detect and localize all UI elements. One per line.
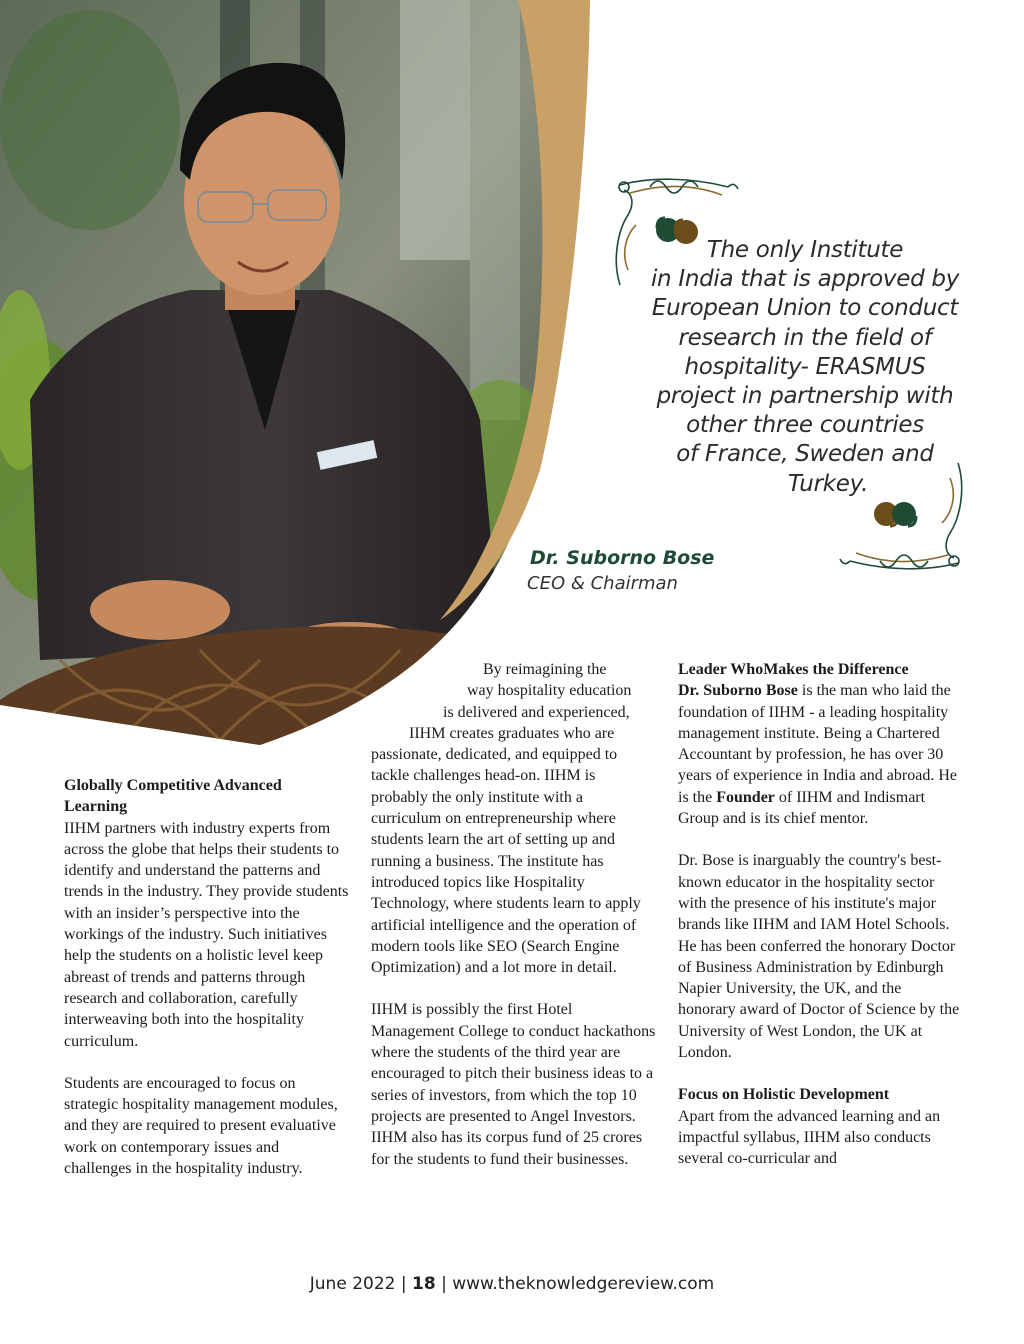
paragraph: IIHM is possibly the first Hotel Management College to conduct hackathons where the students of the third year are encouraged to pitch their business ideas to a series of investors, from which the top 10 projects are presented to Angel Investors. IIHM also has its corpus fund of 25 crores for the students to fund their businesses. bbox=[371, 1001, 656, 1168]
quote-line: project in partnership with bbox=[656, 383, 954, 410]
paragraph: Dr. Bose is inarguably the country's best-known educator in the hospitality sector with the presence of his institute's major brands like IIHM and IAM Hotel Schools. He has been conferred the honorary Doctor of Business Administration by Edinburgh Napier University, the UK, and the honorary award of Doctor of Science by the University of West London, the UK at London. bbox=[678, 852, 960, 1062]
article-column-2 bbox=[371, 659, 656, 1170]
quote-line: European Union to conduct bbox=[651, 295, 959, 322]
quote-line: in India that is approved by bbox=[650, 266, 960, 293]
quote-line: The only Institute bbox=[706, 237, 904, 263]
quote-line: of France, Sweden and bbox=[676, 441, 934, 468]
paragraph: Students are encouraged to focus on strategic hospitality management modules, and they are required to present evaluative work on contemporary issues and challenges in the hospitality industry. bbox=[64, 1074, 338, 1178]
paragraph: By reimagining the way hospitality education is delivered and experienced, IIHM creates graduates who are passionate, dedicated, and equipped to tackle challenges head-on. IIHM is probably the only institute with a curriculum on entrepreneurship where students learn the art of setting up and running a business. The institute has introduced topics like Hospitality Technology, where students learn to apply artificial intelligence and the operation of modern tools like SEO (Search Engine Optimization) and a lot more in detail. bbox=[371, 661, 641, 977]
article-column-1 bbox=[64, 775, 349, 1179]
quote-line: research in the field of bbox=[678, 324, 932, 351]
quote-line: hospitality- ERASMUS bbox=[684, 353, 926, 380]
author-block bbox=[527, 547, 714, 594]
section-heading: Leader WhoMakes the Difference bbox=[678, 661, 909, 678]
paragraph: Dr. Suborno Bose is the man who laid the foundation of IIHM - a leading hospitality management institute. Being a Chartered Accountant by profession, he has over 30 years of experience in India and abroad. He is the Founder of IIHM and Indismart Group and is its chief mentor. bbox=[678, 682, 957, 828]
author-name: Dr. Suborno Bose bbox=[530, 547, 715, 569]
page-footer: June 2022 | 18 | www.theknowledgereview.com bbox=[309, 1274, 715, 1294]
ceo-photo bbox=[0, 0, 590, 750]
paragraph: IIHM partners with industry experts from across the globe that helps their students to identify and understand the patterns and trends in the industry. They provide students with an insider’s perspective into the workings of the industry. Such initiatives help the students on a holistic level keep abreast of trends and patterns through research and collaboration, carefully interweaving both into the hospitality curriculum. bbox=[64, 819, 349, 1050]
quote-line: other three countries bbox=[686, 412, 924, 439]
page-number: 18 bbox=[412, 1274, 436, 1294]
section-heading: Focus on Holistic Development bbox=[678, 1086, 890, 1104]
paragraph: Apart from the advanced learning and an impactful syllabus, IIHM also conducts several co-curricular and bbox=[678, 1107, 941, 1168]
article-column-3 bbox=[678, 659, 963, 1170]
issue-date: June 2022 bbox=[309, 1274, 396, 1294]
website-link: www.theknowledgereview.com bbox=[452, 1274, 715, 1294]
ornament-bottom-right bbox=[838, 458, 968, 573]
section-heading: Globally Competitive Advanced Learning bbox=[64, 777, 282, 816]
author-role: CEO & Chairman bbox=[527, 573, 678, 594]
quote-line: Turkey. bbox=[787, 470, 869, 497]
